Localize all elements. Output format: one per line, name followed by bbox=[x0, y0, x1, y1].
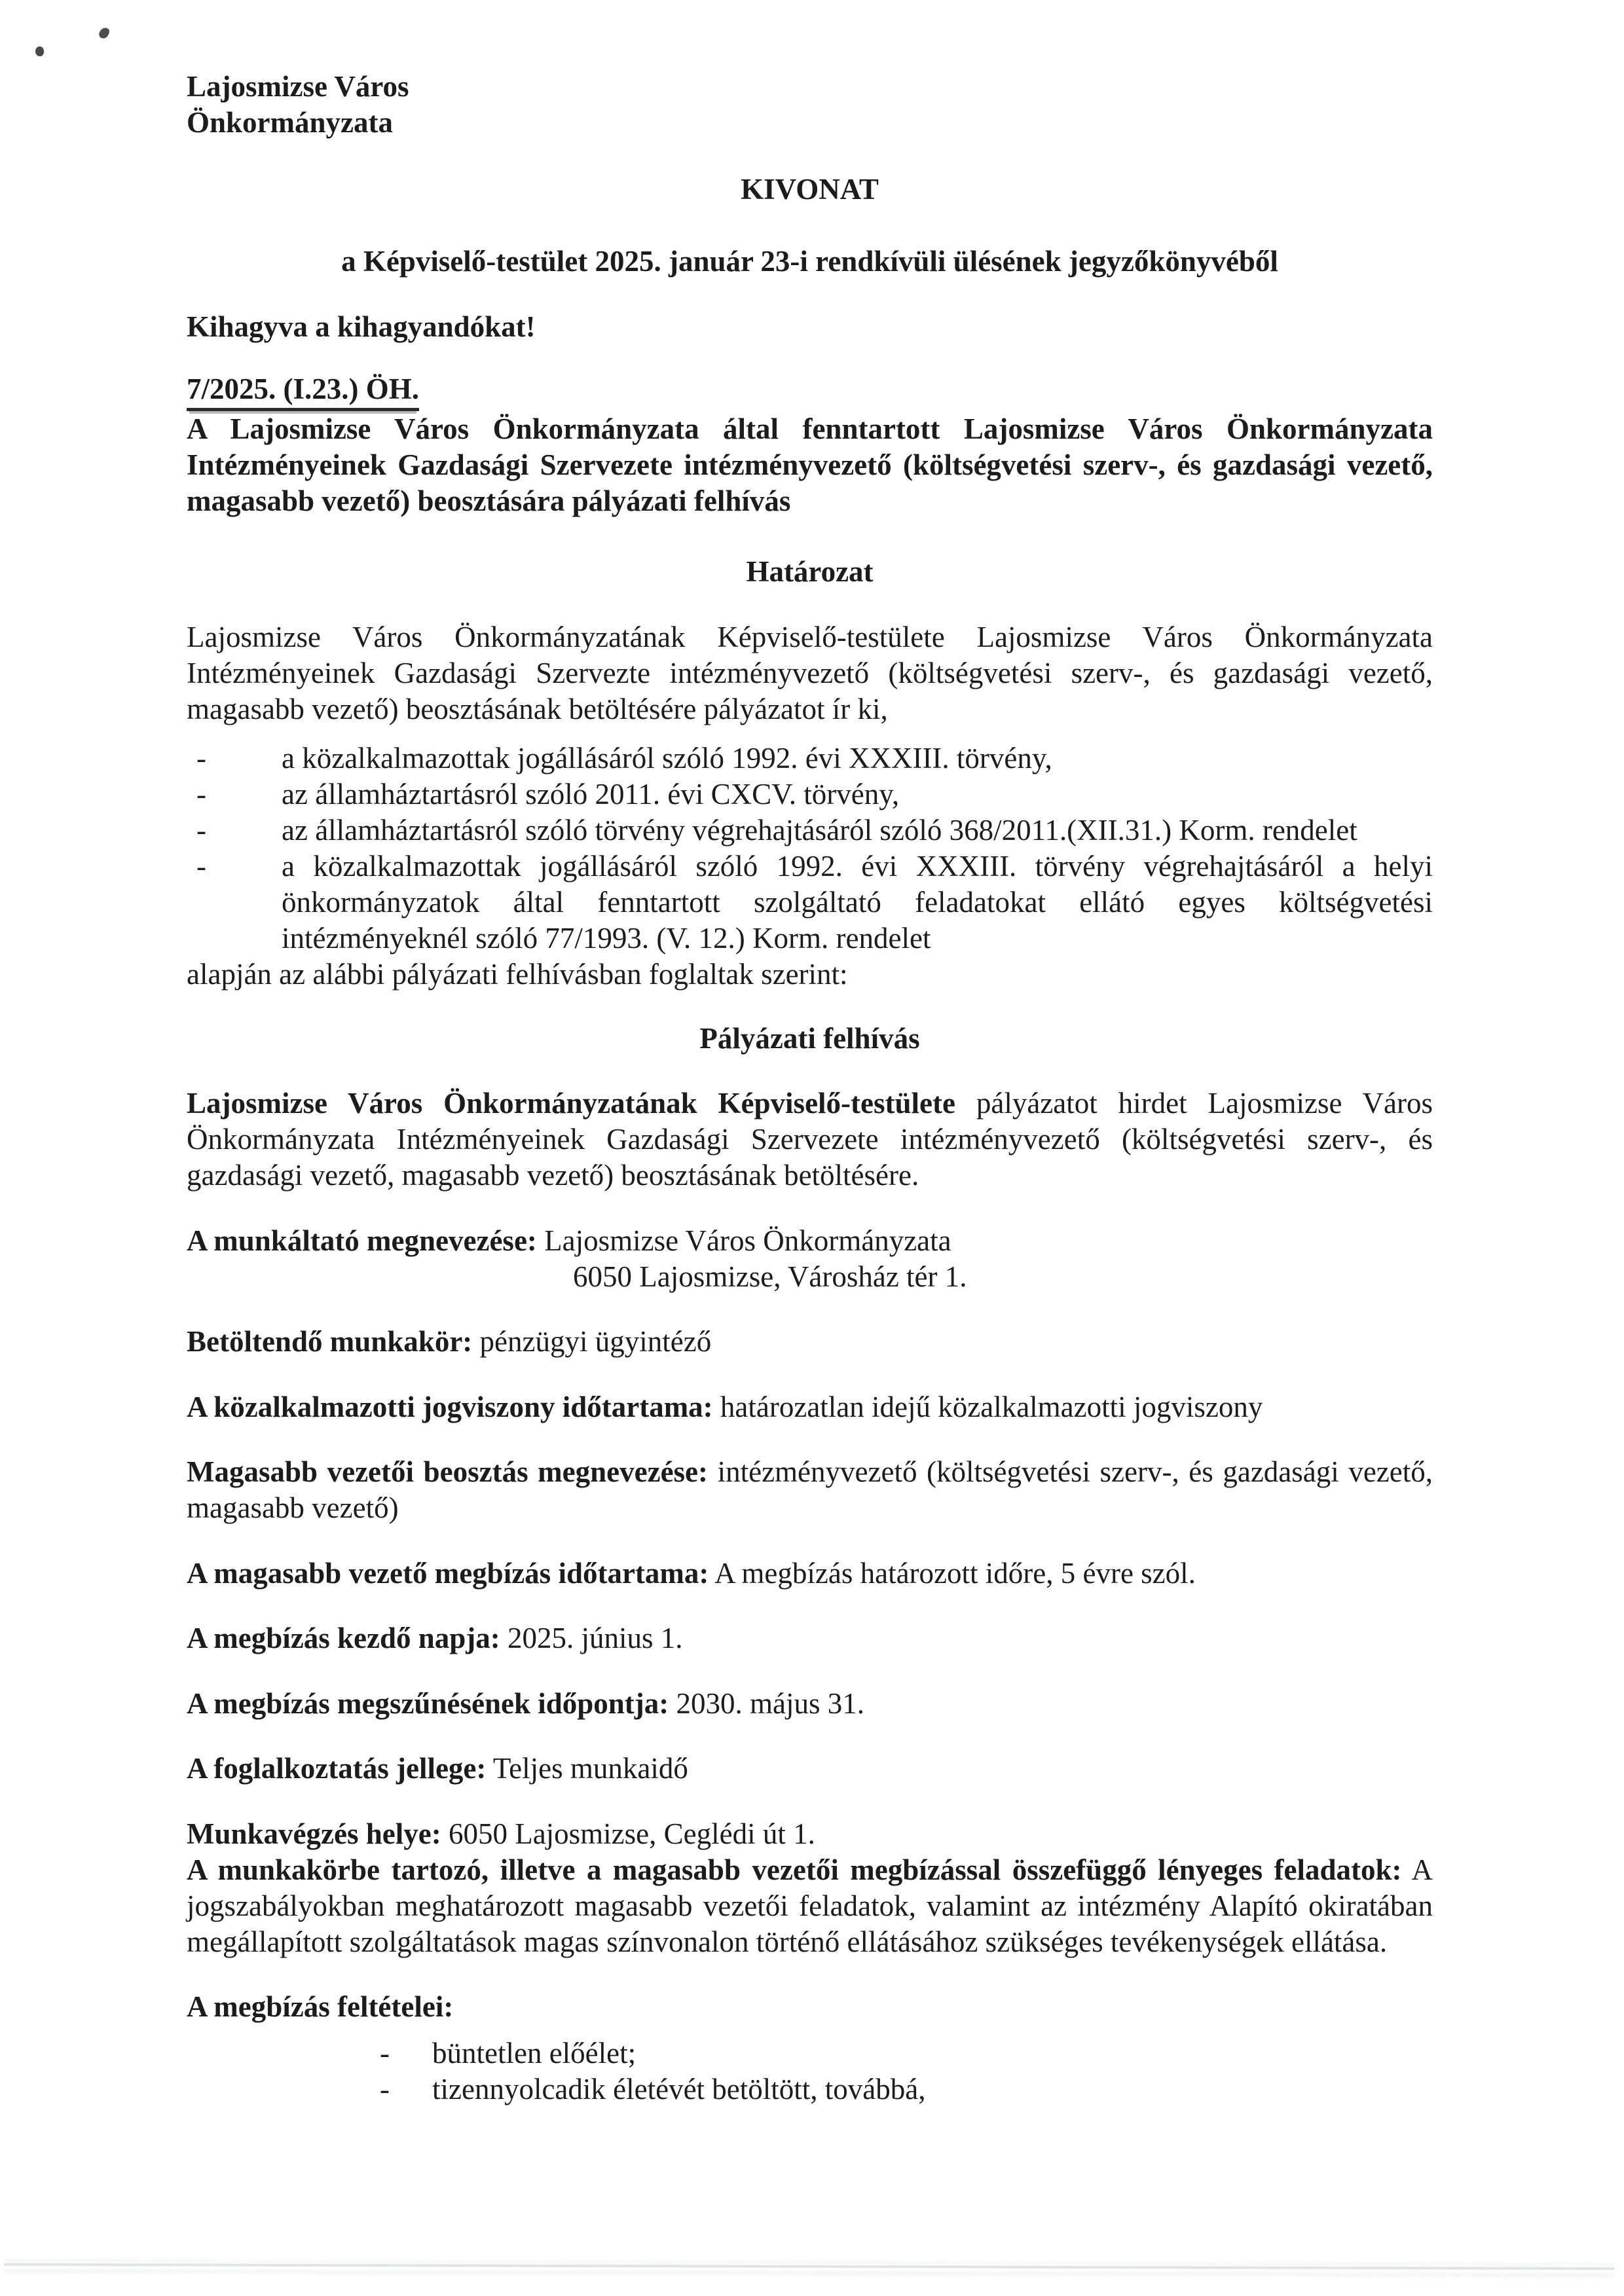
legal-basis-list bbox=[187, 740, 1433, 957]
dash-bullet: - bbox=[196, 778, 206, 811]
decision-intro: Lajosmizse Város Önkormányzatának Képviselő-testülete Lajosmizse Város Önkormányzata Intézményeinek Gazdasági Szervezte intézményvezető (költségvetési szerv-, és gazdasági vezető, magasabb vezető) beosztásának betöltésére pályázatot ír ki, bbox=[187, 621, 1433, 725]
scan-speckle-artifact bbox=[98, 26, 111, 40]
resolution-subject: A Lajosmizse Város Önkormányzata által fenntartott Lajosmizse Város Önkormányzata Intézményeinek Gazdasági Szervezete intézményvezető (költségvetési szerv-, és gazdasági vezető, magasabb vezető) beosztására pályázati felhívás bbox=[187, 412, 1433, 517]
field-position bbox=[187, 1324, 1433, 1360]
legal-basis-item-text: a közalkalmazottak jogállásáról szóló 1992. évi XXXIII. törvény végrehajtásáról a helyi önkormányzatok által fenntartott szolgáltató feladatokat ellátó egyes költségvetési intézményeknél szóló 77/1993. (V. 12.) Korm. rendelet bbox=[282, 850, 1433, 955]
resolution-number-line bbox=[187, 371, 1433, 411]
conditions-list bbox=[187, 2035, 1433, 2107]
field-duties bbox=[187, 1852, 1433, 1960]
field-duties-label: A munkakörbe tartozó, illetve a magasabb vezetői megbízással összefüggő lényeges feladatok: bbox=[187, 1853, 1402, 1886]
call-intro-rest: pályázatot hirdet Lajosmizse Város Önkormányzata Intézményeinek Gazdasági Szervezete intézményvezető (költségvetési szerv-, és gazdasági vezető, magasabb vezető) beosztásának betöltésére. bbox=[187, 1087, 1433, 1192]
field-duties-value: A jogszabályokban meghatározott magasabb vezetői feladatok, valamint az intézmény Alapító okiratában megállapított szolgáltatások magas színvonalon történő ellátásához szükséges tevékenységek ellátása. bbox=[187, 1853, 1433, 1958]
doc-subtitle: a Képviselő-testület 2025. január 23-i rendkívüli ülésének jegyzőkönyvéből bbox=[341, 245, 1278, 278]
field-term-label: A magasabb vezető megbízás időtartama: bbox=[187, 1557, 709, 1590]
omission-note: Kihagyva a kihagyandókat! bbox=[187, 310, 536, 343]
field-term bbox=[187, 1556, 1433, 1592]
scan-artifact-line bbox=[4, 2263, 1615, 2270]
field-position-label: Betöltendő munkakör: bbox=[187, 1325, 473, 1358]
field-senior-position bbox=[187, 1454, 1433, 1526]
legal-basis-item-text: az államháztartásról szóló 2011. évi CXCV. törvény, bbox=[282, 778, 900, 811]
field-employer-label: A munkáltató megnevezése: bbox=[187, 1224, 537, 1257]
field-employer-value: Lajosmizse Város Önkormányzata bbox=[536, 1224, 951, 1257]
legal-basis-item bbox=[187, 776, 1433, 812]
doc-title: KIVONAT bbox=[741, 173, 879, 206]
condition-item bbox=[187, 2071, 1433, 2107]
field-employment-type-value: Teljes munkaidő bbox=[486, 1752, 688, 1785]
field-end-date-label: A megbízás megszűnésének időpontja: bbox=[187, 1687, 669, 1720]
field-workplace-value: 6050 Lajosmizse, Ceglédi út 1. bbox=[441, 1817, 815, 1850]
condition-item bbox=[187, 2035, 1433, 2071]
org-name-line1: Lajosmizse Város bbox=[187, 70, 409, 103]
field-employer bbox=[187, 1223, 1433, 1295]
field-start-date bbox=[187, 1620, 1433, 1656]
field-end-date-value: 2030. május 31. bbox=[669, 1687, 865, 1720]
condition-item-text: büntetlen előélet; bbox=[432, 2037, 637, 2069]
decision-heading: Határozat bbox=[746, 555, 874, 588]
legal-basis-item-text: a közalkalmazottak jogállásáról szóló 1992. évi XXXIII. törvény, bbox=[282, 742, 1052, 774]
field-tenure bbox=[187, 1389, 1433, 1425]
legal-basis-item bbox=[187, 812, 1433, 848]
field-employer-line bbox=[187, 1223, 1433, 1259]
field-start-date-label: A megbízás kezdő napja: bbox=[187, 1622, 500, 1654]
resolution-number: 7/2025. (I.23.) ÖH. bbox=[187, 371, 419, 411]
field-senior-position-label: Magasabb vezetői beosztás megnevezése: bbox=[187, 1455, 709, 1488]
dash-bullet: - bbox=[196, 850, 206, 883]
dash-bullet: - bbox=[196, 814, 206, 847]
dash-bullet: - bbox=[380, 2037, 390, 2069]
document-content bbox=[187, 69, 1433, 2107]
call-intro-bold: Lajosmizse Város Önkormányzatának Képviselő-testülete bbox=[187, 1087, 955, 1120]
conditions-label: A megbízás feltételei: bbox=[187, 1990, 454, 2023]
field-term-value: A megbízás határozott időre, 5 évre szól. bbox=[709, 1557, 1196, 1590]
field-tenure-value: határozatlan idejű közalkalmazotti jogviszony bbox=[712, 1391, 1263, 1423]
dash-bullet: - bbox=[196, 742, 206, 774]
field-senior-position-value: intézményvezető (költségvetési szerv-, és gazdasági vezető, magasabb vezető) bbox=[187, 1455, 1433, 1524]
field-employment-type bbox=[187, 1751, 1433, 1787]
scan-speckle-artifact bbox=[35, 46, 45, 57]
field-workplace bbox=[187, 1816, 1433, 1852]
org-name-line2: Önkormányzata bbox=[187, 106, 393, 139]
field-position-value: pénzügyi ügyintéző bbox=[472, 1325, 712, 1358]
field-employment-type-label: A foglalkoztatás jellege: bbox=[187, 1752, 487, 1785]
legal-basis-item-text: az államháztartásról szóló törvény végrehajtásáról szóló 368/2011.(XII.31.) Korm. rendelet bbox=[282, 814, 1357, 847]
legal-basis-item bbox=[187, 848, 1433, 957]
legal-basis-item bbox=[187, 740, 1433, 776]
field-start-date-value: 2025. június 1. bbox=[500, 1622, 683, 1654]
dash-bullet: - bbox=[380, 2073, 390, 2105]
field-employer-address: 6050 Lajosmizse, Városház tér 1. bbox=[573, 1260, 967, 1293]
field-end-date bbox=[187, 1686, 1433, 1722]
condition-item-text: tizennyolcadik életévét betöltött, továbbá, bbox=[432, 2073, 926, 2105]
call-heading: Pályázati felhívás bbox=[699, 1022, 920, 1055]
field-tenure-label: A közalkalmazotti jogviszony időtartama: bbox=[187, 1391, 713, 1423]
field-workplace-label: Munkavégzés helye: bbox=[187, 1817, 441, 1850]
org-name-block bbox=[187, 69, 1433, 141]
call-intro bbox=[187, 1085, 1433, 1194]
legal-basis-closing: alapján az alábbi pályázati felhívásban foglaltak szerint: bbox=[187, 958, 848, 991]
